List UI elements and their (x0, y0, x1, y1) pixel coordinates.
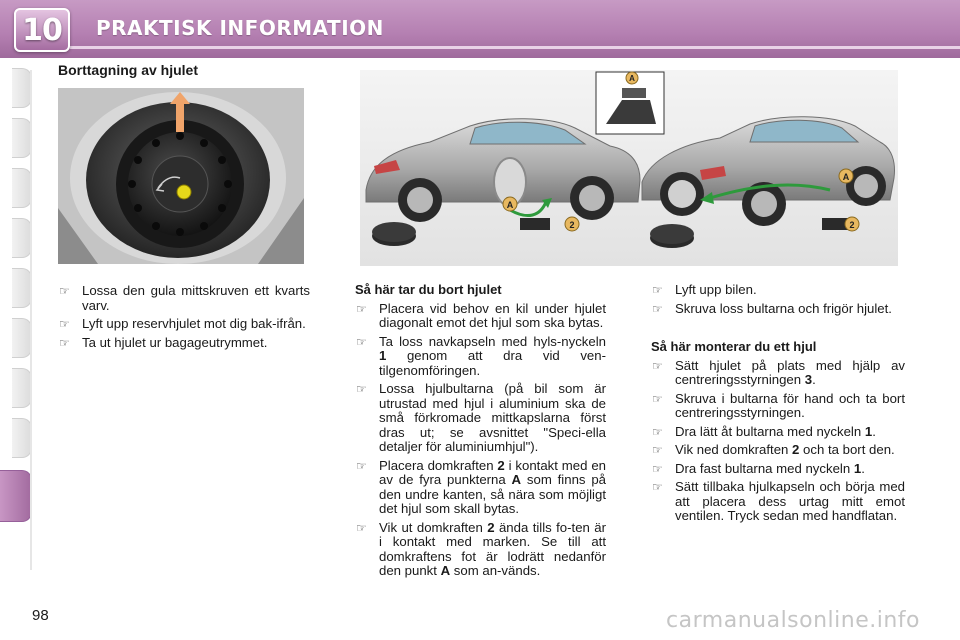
pointing-hand-icon: ☞ (356, 301, 367, 316)
pointing-hand-icon: ☞ (652, 480, 663, 494)
chapter-tab[interactable] (12, 118, 32, 158)
list-item: ☞ Lossa hjulbultarna (på bil som är utrustad med hjul i aluminium ska de små förkromade mittkapslarna först dras ut; se avsnittet "Speci-ella detaljer för aluminiumhjul"). (356, 381, 606, 454)
pointing-hand-icon: ☞ (652, 391, 663, 406)
list-item: ☞ Placera domkraften 2 i kontakt med en av de fyra punkterna A som finns på den undre kanten, så nära som möjligt det hjul som skall bytas. (356, 457, 606, 516)
pointing-hand-icon: ☞ (652, 283, 663, 297)
list-item: ☞ Vik ut domkraften 2 ända tills fo-ten är i kontakt med marken. Se till att domkraftens fot är lodrätt nedanför den punkt A som an-vänds. (356, 519, 606, 578)
column-spare-wheel (58, 284, 310, 354)
chapter-tab[interactable] (12, 418, 32, 458)
pointing-hand-icon: ☞ (59, 317, 70, 331)
remove-wheel-heading: Så här tar du bort hjulet (355, 282, 502, 297)
chapter-tab[interactable] (12, 368, 32, 408)
label-tool-2: 2 (569, 220, 575, 230)
chapter-tab[interactable] (12, 268, 32, 308)
pointing-hand-icon: ☞ (652, 461, 663, 476)
list-item: ☞ Skruva loss bultarna och frigör hjulet. (652, 300, 892, 316)
page-number: 98 (32, 607, 49, 624)
fit-wheel-steps (651, 359, 905, 524)
list-item: ☞ Ta loss navkapseln med hyls-nyckeln 1 genom att dra vid ven-tilgenomföringen. (356, 333, 606, 378)
list-item: ☞ Lossa den gula mittskruven ett kvarts varv. (59, 283, 310, 313)
pointing-hand-icon: ☞ (356, 334, 367, 349)
pointing-hand-icon: ☞ (59, 284, 70, 298)
pointing-hand-icon: ☞ (652, 301, 663, 316)
side-divider (30, 70, 32, 570)
lift-steps (651, 283, 905, 316)
chapter-tab-active[interactable] (0, 470, 32, 522)
chapter-tab[interactable] (12, 68, 32, 108)
jack-detail-inset (596, 72, 664, 134)
pointing-hand-icon: ☞ (652, 424, 663, 439)
list-item: ☞ Placera vid behov en kil under hjulet diagonalt emot det hjul som ska bytas. (356, 300, 606, 330)
pointing-hand-icon: ☞ (356, 382, 367, 396)
wheel-removal-illustration (360, 70, 898, 266)
list-item: ☞ Lyft upp reservhjulet mot dig bak-ifrån. (59, 316, 306, 331)
column-fit-wheel (651, 283, 905, 528)
pointing-hand-icon: ☞ (356, 458, 367, 473)
list-item: ☞ Vik ned domkraften 2 och ta bort den. (652, 442, 895, 457)
label-point-a: A (842, 172, 850, 182)
list-item: ☞ Sätt hjulet på plats med hjälp av centreringsstyrningen 3. (652, 357, 905, 387)
spare-wheel-steps (58, 284, 310, 350)
spare-wheel-photo (58, 88, 304, 264)
fit-wheel-heading: Så här monterar du ett hjul (651, 339, 817, 354)
label-tool-2: 2 (849, 220, 855, 230)
header-underline (70, 46, 960, 49)
page-title: PRAKTISK INFORMATION (96, 16, 384, 40)
pointing-hand-icon: ☞ (356, 520, 367, 535)
list-item: ☞ Ta ut hjulet ur bagageutrymmet. (59, 334, 268, 350)
section-title: Borttagning av hjulet (58, 62, 198, 78)
list-item: ☞ Dra lätt åt bultarna med nyckeln 1. (652, 423, 876, 439)
list-item: ☞ Lyft upp bilen. (652, 282, 757, 297)
chapter-tabs (0, 62, 34, 582)
chapter-tab[interactable] (12, 318, 32, 358)
list-item: ☞ Skruva i bultarna för hand och ta bort centreringsstyrningen. (652, 390, 905, 420)
pointing-hand-icon: ☞ (652, 443, 663, 457)
pointing-hand-icon: ☞ (652, 358, 663, 373)
list-item: ☞ Dra fast bultarna med nyckeln 1. (652, 460, 865, 476)
list-item: ☞ Sätt tillbaka hjulkapseln och börja med att placera dess urtag mitt emot ventilen. Tryck sedan med handflatan. (652, 479, 905, 523)
chapter-tab[interactable] (12, 168, 32, 208)
watermark: carmanualsonline.info (666, 608, 920, 633)
column-remove-wheel (355, 283, 606, 583)
pointing-hand-icon: ☞ (59, 335, 70, 350)
chapter-tab[interactable] (12, 218, 32, 258)
remove-wheel-steps (355, 302, 606, 579)
chapter-number-badge: 10 (14, 8, 70, 52)
label-point-a: A (629, 74, 635, 83)
label-point-a: A (506, 200, 514, 210)
